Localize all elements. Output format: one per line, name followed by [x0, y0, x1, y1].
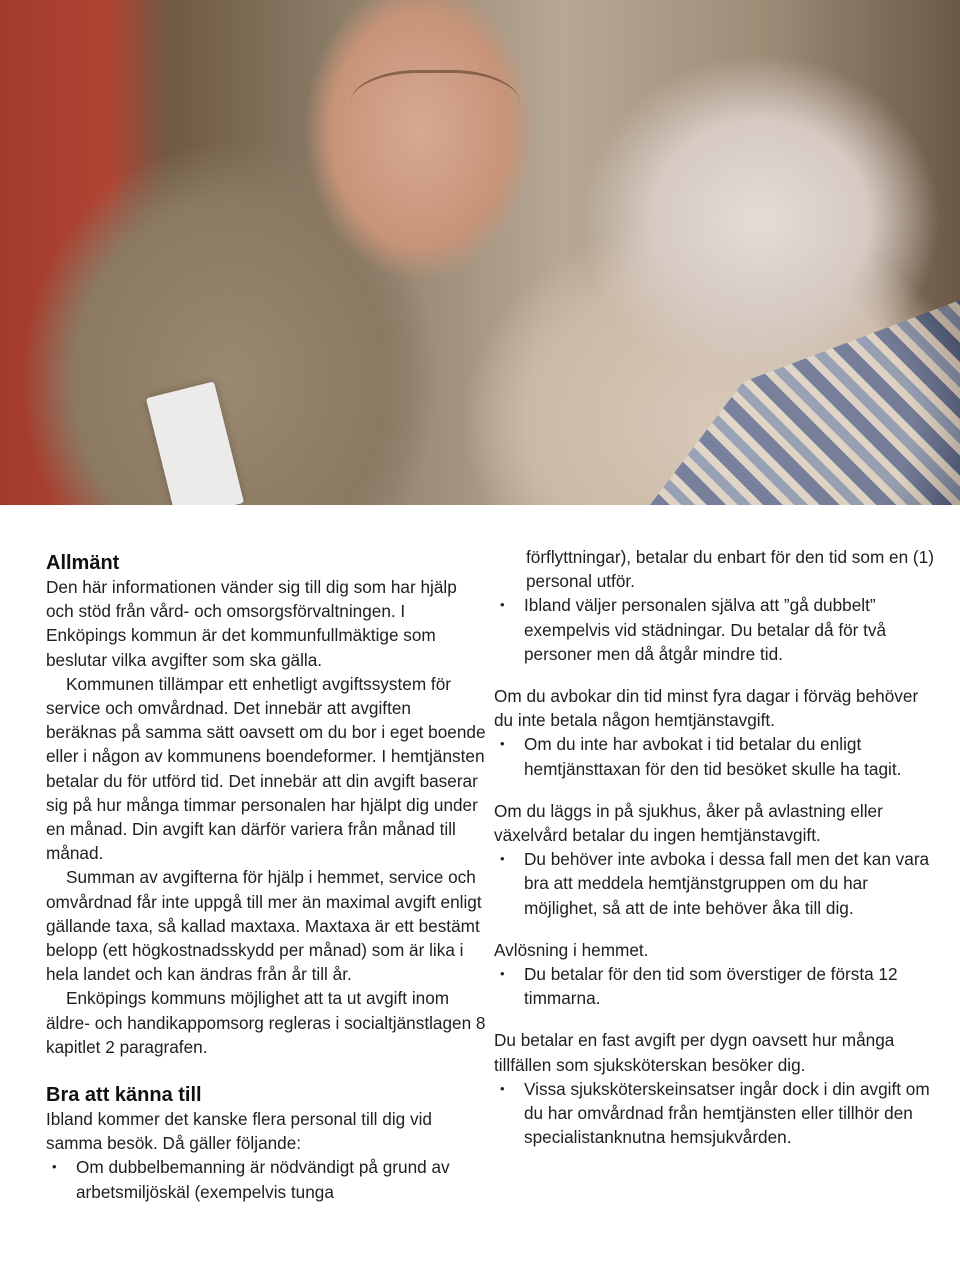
list-item: [46, 1155, 486, 1203]
list-item: [494, 962, 936, 1010]
bullet-list-avbokning: [494, 732, 936, 780]
list-item-text: Du betalar för den tid som överstiger de första 12 timmarna.: [524, 964, 898, 1009]
header-photo-elderly-couple: [0, 0, 960, 505]
bullet-icon: •: [500, 736, 505, 752]
list-item-text: Om du inte har avbokat i tid betalar du enligt hemtjänsttaxan för den tid besöket skulle ha tagit.: [524, 734, 902, 779]
photo-scarf-pattern: [650, 300, 960, 505]
list-item: [494, 1077, 936, 1150]
paragraph-socialtjanstlagen: Enköpings kommuns möjlighet att ta ut avgift inom äldre- och handikappomsorg regleras i socialtjänstlagen 8 kapitlet 2 paragrafen.: [46, 988, 486, 1057]
paragraph-avlosning: Avlösning i hemmet.: [494, 939, 649, 960]
left-column: [46, 545, 486, 1204]
right-column: [494, 545, 936, 1149]
list-item-text: Vissa sjuksköterskeinsatser ingår dock i din avgift om du har omvårdnad från hemtjänsten eller tillhör den specialistanknutna hemsjukvården.: [524, 1078, 930, 1148]
bullet-icon: •: [500, 1080, 505, 1096]
bullet-icon: •: [52, 1159, 57, 1175]
list-item-text: Du behöver inte avboka i dessa fall men det kan vara bra att meddela hemtjänstgruppen om du har möjlighet, så att de inte behöver åka till dig.: [524, 849, 930, 918]
list-item: [494, 732, 936, 780]
photo-glasses: [350, 70, 520, 153]
paragraph-maxtaxa: Summan av avgifterna för hjälp i hemmet, service och omvårdnad får inte uppgå till mer än maximal avgift enligt gällande taxa, så kallad maxtaxa. Maxtaxa är ett bestämt belopp (ett högkostnadsskydd per månad) som är lika i hela landet och kan ändras från år till år.: [46, 867, 482, 985]
bullet-list-sjukskoterska: [494, 1077, 936, 1150]
paragraph-continuation: förflyttningar), betalar du enbart för den tid som en (1) personal utför.: [526, 547, 934, 592]
bullet-list-left: [46, 1155, 486, 1203]
bullet-icon: •: [500, 597, 505, 613]
paragraph-avgiftssystem: Kommunen tillämpar ett enhetligt avgiftssystem för service och omvårdnad. Det innebär att avgiften beräknas på samma sätt oavsett om du bor i eget boende eller i någon av kommunens boendeformer. I hemtjänsten betalar du för utförd tid. Det innebär att din avgift baserar sig på hur många timmar personalen har hjälpt dig under en månad. Din avgift kan därför variera från månad till månad.: [46, 673, 486, 864]
bullet-list-avlosning: [494, 962, 936, 1010]
bullet-icon: •: [500, 851, 505, 867]
paragraph-flera-personal: Ibland kommer det kanske flera personal till dig vid samma besök. Då gäller följande:: [46, 1109, 432, 1154]
paragraph-fast-avgift: Du betalar en fast avgift per dygn oavsett hur många tillfällen som sjuksköterskan besöker dig.: [494, 1030, 895, 1075]
bullet-list-sjukhus: [494, 847, 936, 920]
photo-playing-card: [146, 381, 244, 505]
list-item-text: Ibland väljer personalen själva att ”gå dubbelt” exempelvis vid städningar. Du betalar då för två personer men då åtgår mindre tid.: [524, 595, 887, 664]
list-item: [494, 847, 936, 920]
list-item-text: Om dubbelbemanning är nödvändigt på grund av arbetsmiljöskäl (exempelvis tunga: [76, 1157, 450, 1202]
heading-bra-att-kanna-till: Bra att känna till: [46, 1084, 202, 1107]
paragraph-intro: Den här informationen vänder sig till dig som har hjälp och stöd från vård- och omsorgsförvaltningen. I Enköpings kommun är det kommunfullmäktige som beslutar vilka avgifter som ska gälla.: [46, 577, 457, 670]
paragraph-sjukhus: Om du läggs in på sjukhus, åker på avlastning eller växelvård betalar du ingen hemtjänstavgift.: [494, 800, 883, 846]
bullet-icon: •: [500, 966, 505, 982]
paragraph-avbokning: Om du avbokar din tid minst fyra dagar i förväg behöver du inte betala någon hemtjänstavgift.: [494, 686, 919, 731]
bullet-list-dubbelt: [494, 593, 936, 666]
heading-allmant: Allmänt: [46, 552, 120, 574]
list-item: [494, 593, 936, 666]
